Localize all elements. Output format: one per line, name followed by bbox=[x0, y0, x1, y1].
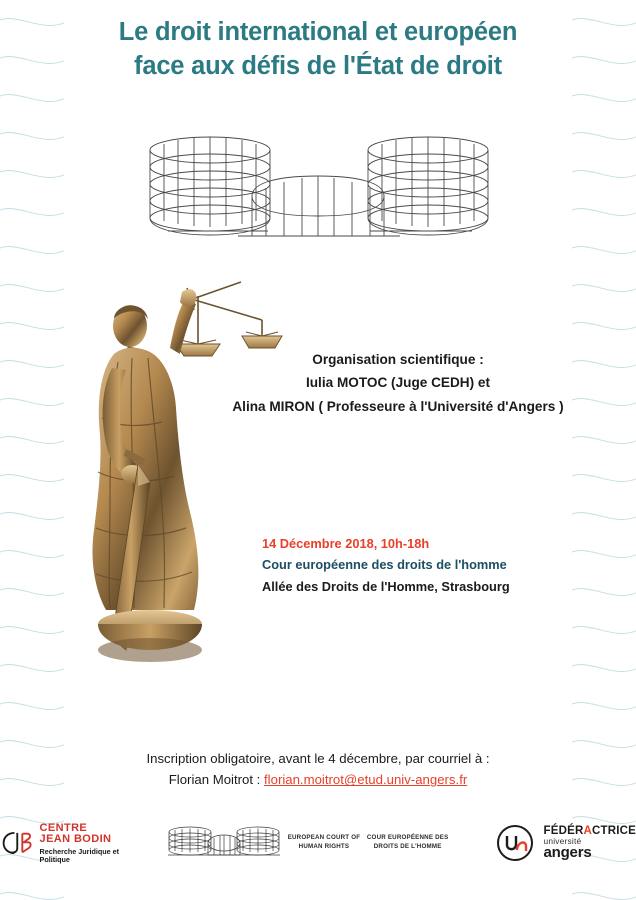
echr-building-icon bbox=[162, 823, 286, 859]
ua-federatrice-c: CTRICE bbox=[591, 824, 636, 837]
ua-text-block bbox=[543, 826, 636, 861]
contact-name: Florian Moitrot : bbox=[168, 772, 265, 788]
poster-title bbox=[0, 16, 636, 83]
ua-line-2: université bbox=[543, 836, 582, 847]
cjb-line-3: Recherche Juridique et Politique bbox=[39, 846, 120, 864]
organiser-1: Iulia MOTOC (Juge CEDH) et bbox=[305, 375, 491, 391]
ua-line-3: angers bbox=[543, 843, 592, 861]
footer-logos bbox=[0, 808, 636, 878]
logo-universite-angers bbox=[495, 823, 636, 863]
organiser-2: Alina MIRON ( Professeure à l'Université d'Angers ) bbox=[232, 398, 564, 414]
event-details-block bbox=[262, 533, 602, 597]
cjb-line-1: CENTRE bbox=[39, 821, 88, 834]
lady-justice-illustration bbox=[66, 258, 291, 678]
ua-mark-icon bbox=[495, 823, 537, 863]
event-date: 14 Décembre 2018, 10h-18h bbox=[262, 536, 430, 551]
title-line-2: face aux défis de l'État de droit bbox=[134, 51, 502, 80]
registration-block bbox=[0, 748, 636, 791]
logo-echr bbox=[162, 823, 453, 864]
cjb-mark-icon bbox=[0, 823, 35, 863]
event-address: Allée des Droits de l'Homme, Strasbourg bbox=[262, 578, 510, 594]
logo-centre-jean-bodin bbox=[0, 823, 120, 863]
contact-email-link[interactable]: florian.moitrot@etud.univ-angers.fr bbox=[264, 772, 468, 788]
event-venue: Cour européenne des droits de l'homme bbox=[262, 557, 507, 573]
cjb-text-block bbox=[40, 823, 121, 863]
organisation-block bbox=[188, 348, 608, 418]
cjb-line-2: JEAN BODIN bbox=[39, 833, 112, 846]
organisation-heading: Organisation scientifique : bbox=[312, 352, 484, 367]
registration-instruction: Inscription obligatoire, avant le 4 décembre, par courriel à : bbox=[146, 751, 490, 766]
echr-caption-fr: COUR EUROPÉENNE DES DROITS DE L'HOMME bbox=[366, 834, 449, 850]
ua-federatrice-accent: A bbox=[583, 824, 592, 837]
ua-federatrice-a: FÉDÉR bbox=[543, 824, 584, 837]
title-line-1: Le droit international et européen bbox=[118, 18, 518, 46]
registration-contact bbox=[0, 769, 636, 790]
court-building-illustration bbox=[128, 118, 503, 258]
echr-caption-en: EUROPEAN COURT OF HUMAN RIGHTS bbox=[287, 834, 361, 850]
